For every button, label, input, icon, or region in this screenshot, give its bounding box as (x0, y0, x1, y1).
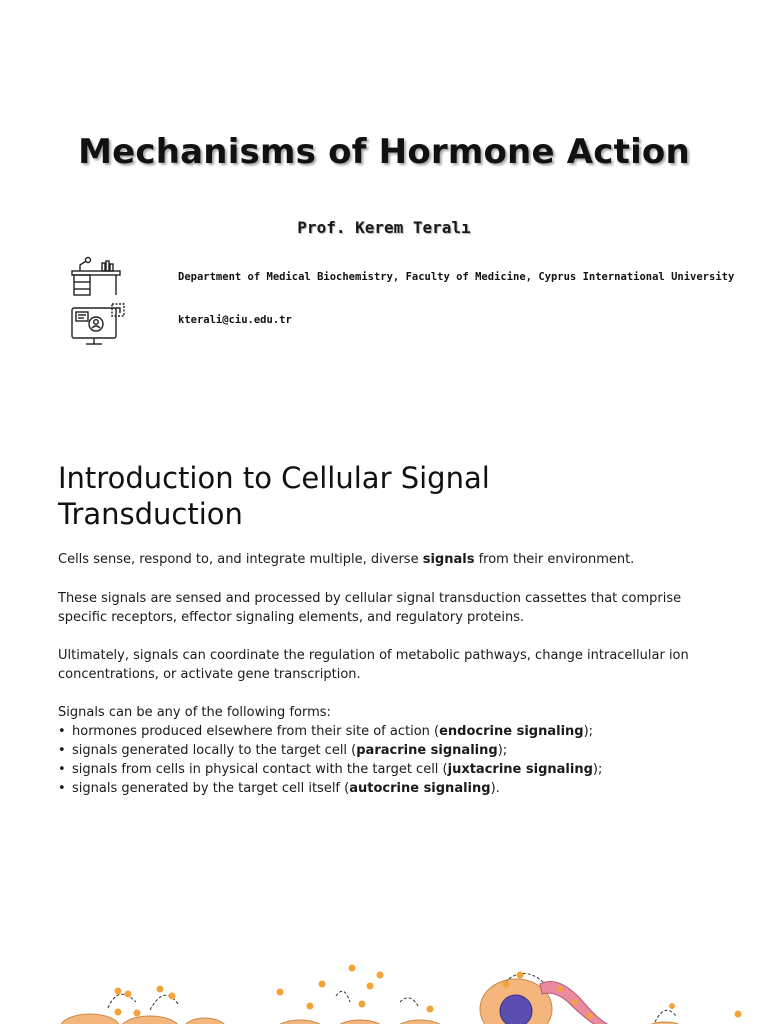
item-text-b: ). (490, 781, 500, 796)
p1-text-a: Cells sense, respond to, and integrate multiple, diverse (58, 552, 423, 567)
cell-group-right (643, 1003, 742, 1024)
signal-forms-list (58, 703, 718, 798)
intro-slide (0, 430, 768, 1024)
title-slide (0, 0, 768, 430)
item-bold: autocrine signaling (349, 781, 491, 796)
list-item (58, 722, 718, 741)
signaling-illustration (0, 944, 768, 1024)
slide-heading (58, 460, 718, 532)
email-text: kterali@ciu.edu.tr (178, 314, 292, 326)
paragraph-coordination: Ultimately, signals can coordinate the regulation of metabolic pathways, change intracellular ion concentrations, or activate gene transcription. (58, 648, 689, 682)
list-item (58, 760, 718, 779)
author-name: Prof. Kerem Teralı (297, 218, 471, 237)
item-text-a: signals generated by the target cell itself ( (72, 781, 350, 796)
item-text-a: signals from cells in physical contact with the target cell ( (72, 762, 448, 777)
item-bold: paracrine signaling (356, 743, 498, 758)
heading-line-1: Introduction to Cellular Signal (58, 461, 490, 495)
desk-icon (68, 255, 124, 299)
bullet-list (58, 722, 718, 798)
p1-text-b: from their environment. (474, 552, 635, 567)
cell-group-middle (274, 965, 446, 1024)
item-text-a: signals generated locally to the target cell ( (72, 743, 357, 758)
paragraph-transduction: These signals are sensed and processed by cellular signal transduction cassettes that comprise specific receptors, effector signaling elements, and regulatory proteins. (58, 591, 682, 625)
item-text-b: ); (583, 724, 594, 739)
paragraph-signals (58, 550, 718, 569)
cell-group-left (60, 986, 227, 1024)
item-text-b: ); (592, 762, 603, 777)
p1-bold: signals (422, 552, 475, 567)
item-bold: endocrine signaling (439, 724, 584, 739)
item-bold: juxtacrine signaling (447, 762, 593, 777)
endocrine-cell (480, 972, 615, 1024)
list-intro: Signals can be any of the following forms: (58, 705, 331, 720)
list-item (58, 741, 718, 760)
item-text-b: ); (497, 743, 508, 758)
item-text-a: hormones produced elsewhere from their site of action ( (72, 724, 440, 739)
monitor-user-icon (68, 302, 126, 348)
department-text: Department of Medical Biochemistry, Faculty of Medicine, Cyprus International University (178, 271, 735, 283)
slide-title: Mechanisms of Hormone Action (78, 132, 690, 172)
list-item (58, 779, 718, 798)
heading-line-2: Transduction (58, 497, 243, 531)
